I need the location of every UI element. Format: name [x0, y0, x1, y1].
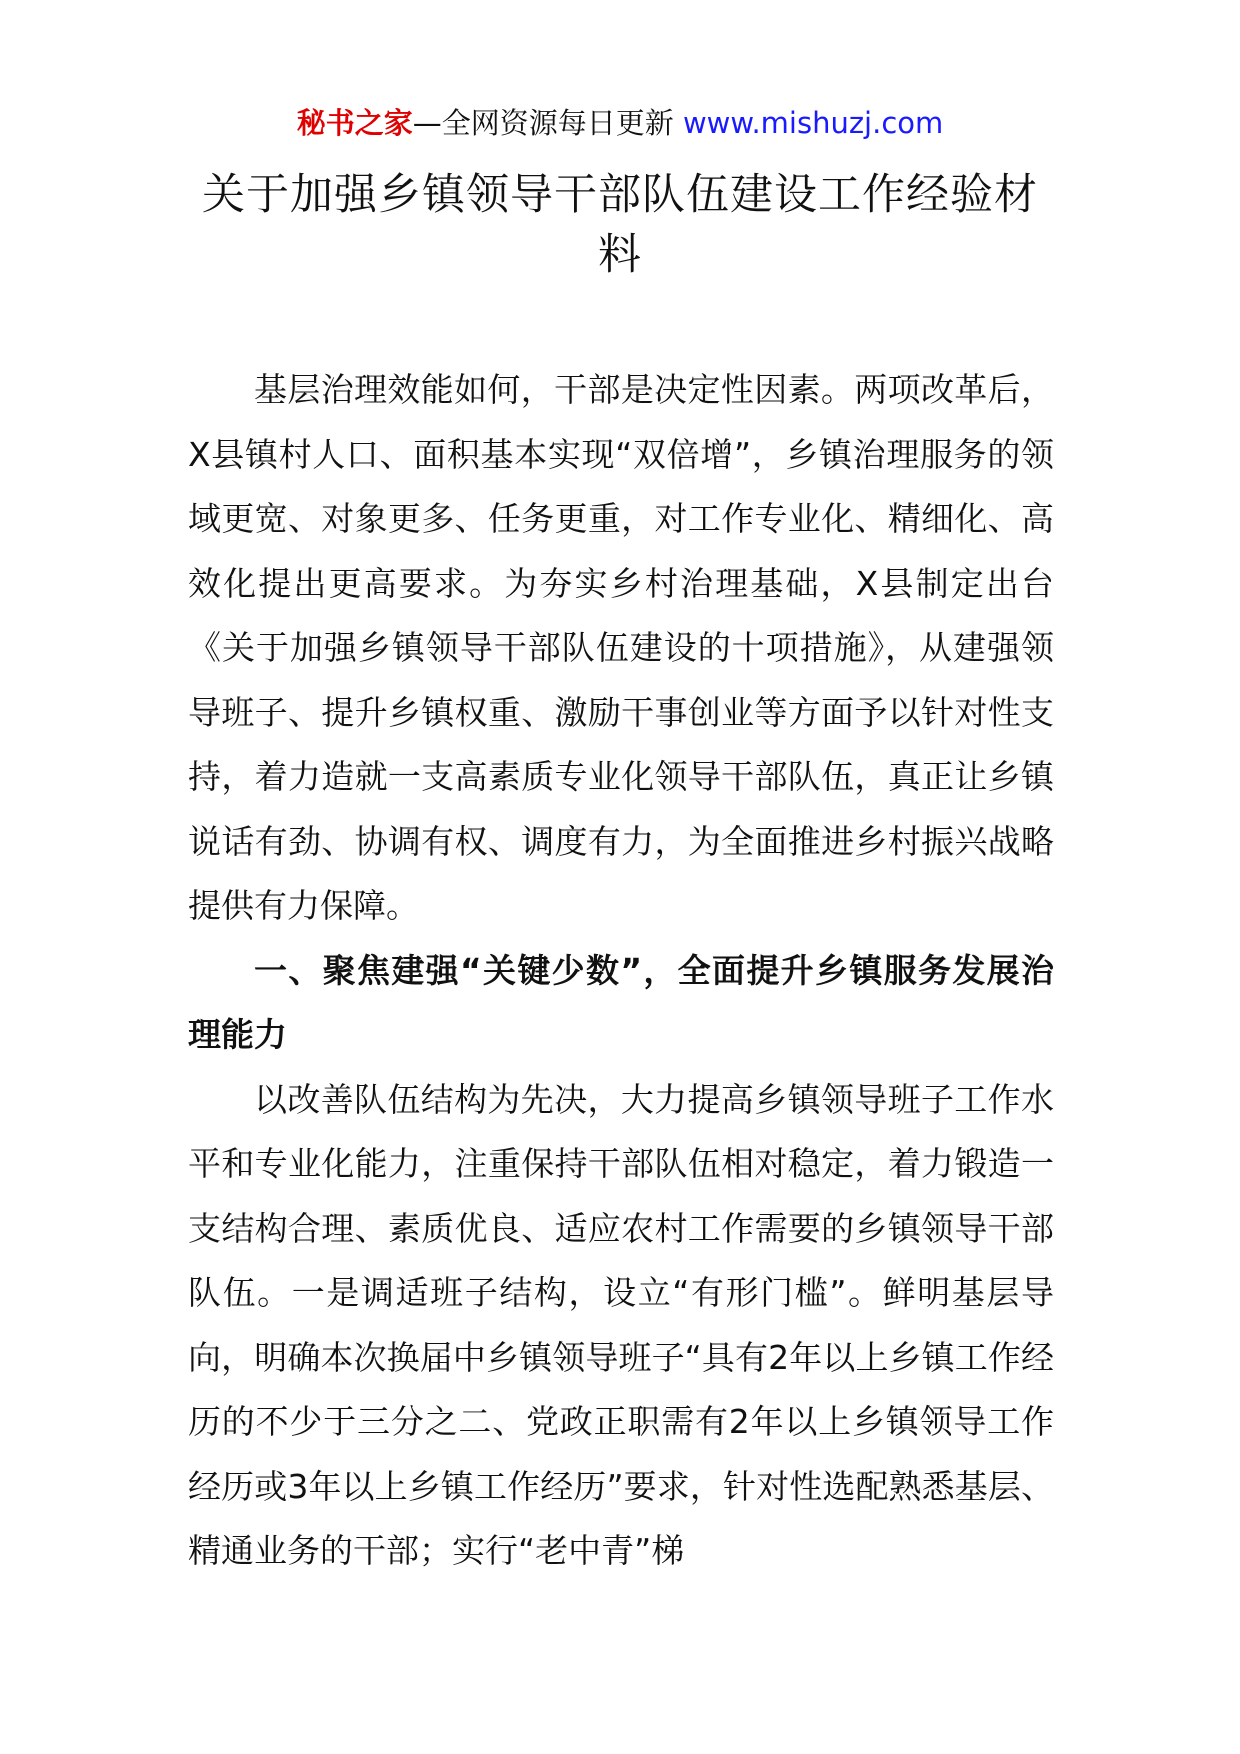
body-paragraph: 基层治理效能如何，干部是决定性因素。两项改革后，X县镇村人口、面积基本实现“双倍增”，乡镇治理服务的领域更宽、对象更多、任务更重，对工作专业化、精细化、高效化提出更高要求。为夯实乡村治理基础，X县制定出台《关于加强乡镇领导干部队伍建设的十项措施》，从建强领导班子、提升乡镇权重、激励干事创业等方面予以针对性支持，着力造就一支高素质专业化领导干部队伍，真正让乡镇说话有劲、协调有权、调度有力，为全面推进乡村振兴战略提供有力保障。 [188, 370, 1054, 925]
site-header [0, 103, 1240, 143]
brand-name: 秘书之家 [296, 106, 413, 140]
section-heading: 一、聚焦建强“关键少数”，全面提升乡镇服务发展治理能力 [188, 950, 1054, 1054]
body-paragraph: 以改善队伍结构为先决，大力提高乡镇领导班子工作水平和专业化能力，注重保持干部队伍相对稳定，着力锻造一支结构合理、素质优良、适应农村工作需要的乡镇领导干部队伍。一是调适班子结构，设立“有形门槛”。鲜明基层导向，明确本次换届中乡镇领导班子“具有2年以上乡镇工作经历的不少于三分之二、党政正职需有2年以上乡镇领导工作经历或3年以上乡镇工作经历”要求，针对性选配熟悉基层、精通业务的干部；实行“老中青”梯 [188, 1079, 1054, 1570]
site-url-link[interactable]: www.mishuzj.com [682, 106, 944, 140]
document-title: 关于加强乡镇领导干部队伍建设工作经验材料 [202, 170, 1038, 280]
header-slogan: —全网资源每日更新 [412, 106, 683, 140]
document-body [188, 358, 1054, 1584]
